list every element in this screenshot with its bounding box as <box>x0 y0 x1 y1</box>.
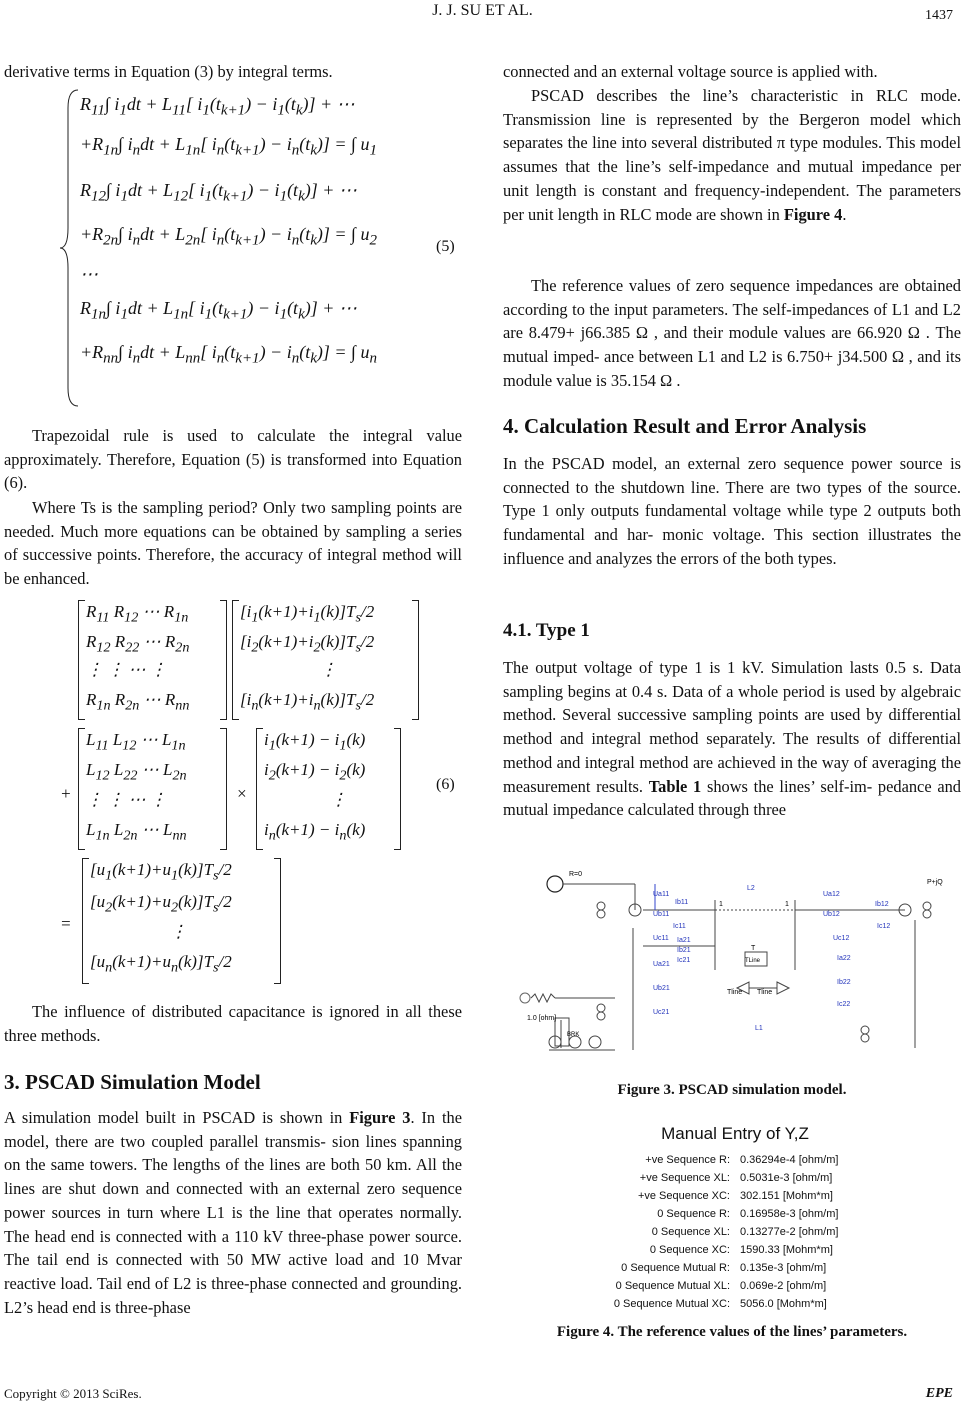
svg-text:Tline: Tline <box>757 989 773 996</box>
svg-text:L2: L2 <box>747 885 755 892</box>
figure-4-reference[interactable]: Figure 4 <box>783 204 843 224</box>
section-4-1-heading: 4.1. Type 1 <box>503 620 590 641</box>
svg-text:P+jQ: P+jQ <box>927 879 943 886</box>
intro-text: derivative terms in Equation (3) by integral terms. <box>4 62 333 81</box>
svg-text:T: T <box>751 945 756 952</box>
figure-4-parameter-table: +ve Sequence R: 0.36294e-4 [ohm/m] +ve Sequence XL: 0.5031e-3 [ohm/m] +ve Sequence XC: 302.151 [Mohm*m] 0 Sequence R: 0.16958e-3 [ohm/m] 0 Sequence XL: 0.13277e-2 [ohm/m] 0 Sequence XC: 1590.33 [Mohm*m] 0 Sequence Mutual R: 0.135e-3 [ohm/m] 0 Sequence Mutual XL: 0.069e-2 [ohm/m] 0 Sequence Mutual XC: 5056.0 [Mohm*m] <box>613 1154 839 1310</box>
equation-6: $R_{11}$ $R_{12}$ ⋯ $R_{1n}$ $R_{12}$ $R_{22}$ ⋯ $R_{2n}$ ⋮ ⋮ ⋯ ⋮ $R_{1n}$ $R_{2n}$ ⋯ $R_{nn}$ $[i_1(k+1)+i_1(k)]T_s/2$ $[i_2(k+1)+i_2(k)]T_s/2$ ⋮ $[i_n(k+1)+i_n(k)]T_s/2$ + $L_{11}$ $L_{12}$ ⋯ $L_{1n}$ $L_{12}$ $L_{22}$ ⋯ $L_{2n}$ ⋮ ⋮ ⋯ ⋮ $L_{1n}$ $L_{2n}$ ⋯ $L_{nn}$ × $i_1(k+1) - i_1(k)$ $i_2(k+1) - i_2(k)$ ⋮ $i_n(k+1) - i_n(k)$ (6) = $[u_1(k+1)+u_1(k)]T_s/2$ $[u_2(k+1)+u_2(k)]T_s/2$ ⋮ $[u_n(k+1)+u_n(k)]T_s/2$ <box>60 596 460 1016</box>
svg-text:L1: L1 <box>755 1025 763 1032</box>
section-4-1-paragraph: The output voltage of type 1 is 1 kV. Simulation lasts 0.5 s. Data sampling begins at 0.4 s. Data of a whole period is used by algebraic method. Several successive sampling points are used by differential method and integral method separately. The results of differential method and integral method are achieved in the way of averaging the measurement results. Table 1 shows the lines’ self-im- pedance and mutual impedance calculated through three <box>503 658 961 820</box>
svg-text:Ua11: Ua11 <box>653 891 670 898</box>
running-header: J. J. SU ET AL. <box>432 2 533 19</box>
svg-text:Ia22: Ia22 <box>837 955 851 962</box>
section-3-paragraph: A simulation model built in PSCAD is shown in Figure 3. In the model, there are two coupled parallel transmis- sion lines spanning on the same towers. The lengths of the lines are both 50 km. All the lines are shut down and connected with an external zero sequence power sources in turn where L1 is the line that operates normally. The head end is connected with a 110 kV three-phase power source. The tail end is connected with 50 MW active load and 10 Mvar reactive load. Tail end of L2 is three-phase connected and grounding. L2’s head end is three-phase <box>4 1108 462 1317</box>
svg-text:1.0 [ohm]: 1.0 [ohm] <box>527 1015 557 1022</box>
equation-5: $R_{11}\int$ $i_1dt + L_{11}$[ $i_1(t_{k+1}) - i_1(t_k)$] + ⋯ $+R_{1n}\int$ $i_ndt + L_{1n}$[ $i_n(t_{k+1}) - i_n(t_k)$] = ∫ $u_1$ $R_{12}\int$ $i_1dt + L_{12}$[ $i_1(t_{k+1}) - i_1(t_k)$] + ⋯ $+R_{2n}\int$ $i_ndt + L_{2n}$[ $i_n(t_{k+1}) - i_n(t_k)$] = ∫ $u_2$ ⋯ $R_{1n}\int$ $i_1dt + L_{1n}$[ $i_1(t_{k+1}) - i_1(t_k)$] + ⋯ $+R_{nn}\int$ $i_ndt + L_{nn}$[ $i_n(t_{k+1}) - i_n(t_k)$] = ∫ $u_n$ (5) <box>60 88 460 408</box>
pscad-paragraph: PSCAD describes the line’s characteristic in RLC mode. Transmission line is represented by the Bergeron model which separates the line into several distributed π type modules. This model assumes that the line’s self-impedance and mutual impedance per unit length is constant and frequency-independent. The parameters per unit length in RLC mode are shown in Figure 4. <box>503 86 961 224</box>
svg-text:Ic22: Ic22 <box>837 1001 851 1008</box>
svg-text:Ua12: Ua12 <box>823 891 840 898</box>
svg-text:Ub12: Ub12 <box>823 911 840 918</box>
figure-3-caption: Figure 3. PSCAD simulation model. <box>617 1082 847 1098</box>
svg-text:Ub11: Ub11 <box>653 911 670 918</box>
svg-text:Ub21: Ub21 <box>653 985 670 992</box>
svg-text:1: 1 <box>719 901 723 908</box>
svg-text:TLine: TLine <box>745 958 761 964</box>
where-paragraph: Where Ts is the sampling period? Only two sampling points are needed. Much more equations can be obtained by sampling a series of successive points. Therefore, the accuracy of integral method will be enhanced. <box>4 498 462 589</box>
section-3-heading: 3. PSCAD Simulation Model <box>4 1070 261 1094</box>
svg-text:Uc12: Uc12 <box>833 935 850 942</box>
continue-paragraph: connected and an external voltage source is applied with. <box>503 62 878 81</box>
label-r0: R=0 <box>569 871 583 878</box>
svg-text:Ic11: Ic11 <box>673 923 686 930</box>
svg-text:1: 1 <box>785 901 789 908</box>
reference-values-paragraph: The reference values of zero sequence impedances are obtained according to the input parameters. The self-impedances of L1 and L2 are 8.479+ j66.385 Ω , and their module values are 66.920 Ω . The mutual imped- ance between L1 and L2 is 6.750+ j34.500 Ω , and its module value is 35.154 Ω . <box>503 276 961 390</box>
figure-3-schematic <box>505 870 943 1060</box>
copyright-footer: Copyright © 2013 SciRes. <box>4 1386 142 1401</box>
equation-6-number: (6) <box>436 776 455 793</box>
svg-text:Ua21: Ua21 <box>653 961 670 968</box>
svg-text:Uc11: Uc11 <box>653 935 669 942</box>
svg-text:Ia21: Ia21 <box>677 937 691 944</box>
svg-text:BRK: BRK <box>567 1032 580 1038</box>
journal-footer: EPE <box>925 1386 953 1401</box>
svg-text:Ib11: Ib11 <box>675 899 689 906</box>
table-1-reference[interactable]: Table 1 <box>648 776 702 796</box>
trapezoidal-paragraph: Trapezoidal rule is used to calculate the integral value approximately. Therefore, Equation (5) is transformed into Equation (6). <box>4 426 462 493</box>
svg-text:Ic12: Ic12 <box>877 923 891 930</box>
figure-4-caption: Figure 4. The reference values of the lines’ parameters. <box>556 1324 908 1340</box>
section-4-paragraph: In the PSCAD model, an external zero sequence power source is connected to the shutdown line. There are two types of the source. Type 1 only outputs fundamental voltage while type 2 outputs both fundamental and har- monic voltage. This section illustrates the influence and analyzes the errors of the both types. <box>503 454 961 568</box>
figure-3-reference[interactable]: Figure 3 <box>349 1108 411 1127</box>
svg-text:Ic21: Ic21 <box>677 957 691 964</box>
svg-text:Uc21: Uc21 <box>653 1009 670 1016</box>
figure-4-title: Manual Entry of Y,Z <box>661 1124 809 1143</box>
equation-5-number: (5) <box>436 238 455 255</box>
svg-text:Ib12: Ib12 <box>875 901 889 908</box>
svg-text:Ib21: Ib21 <box>677 947 691 954</box>
svg-text:Ib22: Ib22 <box>837 979 851 986</box>
page-number: 1437 <box>925 8 953 23</box>
capacitance-paragraph: The influence of distributed capacitance is ignored in all these three methods. <box>4 1002 462 1045</box>
svg-text:Tline: Tline <box>727 989 743 996</box>
section-4-heading: 4. Calculation Result and Error Analysis <box>503 414 867 438</box>
